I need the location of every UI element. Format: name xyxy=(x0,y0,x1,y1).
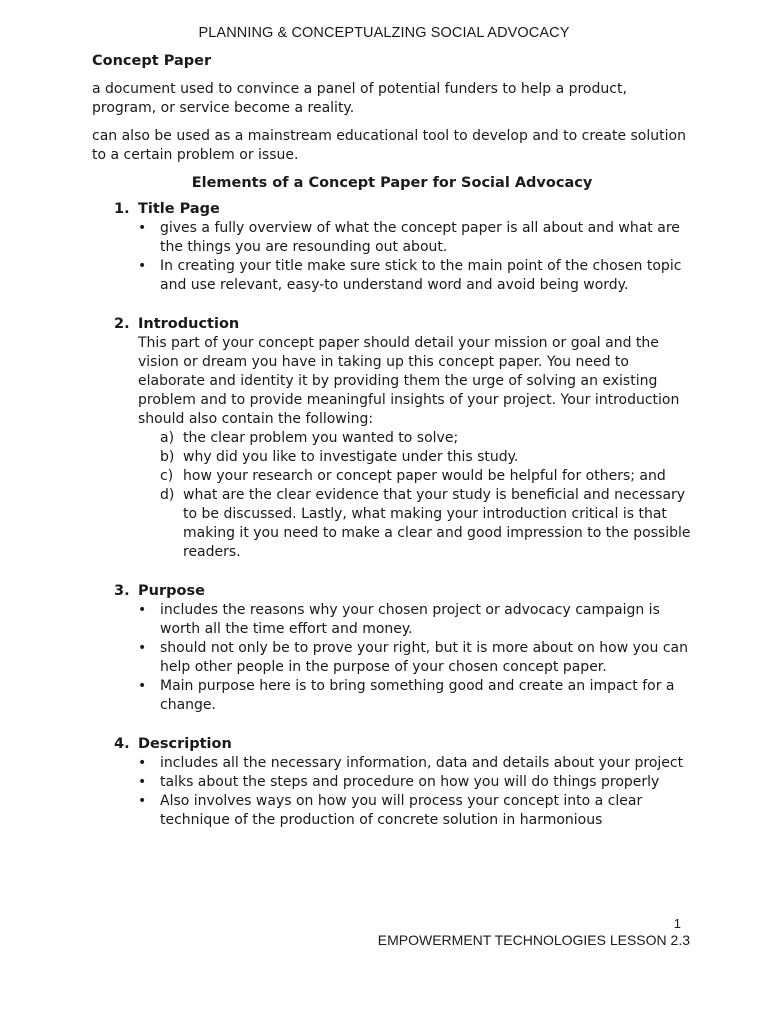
section-title: Description xyxy=(138,736,232,752)
section-heading xyxy=(114,735,692,754)
section-heading xyxy=(114,315,692,334)
bullet-icon: • xyxy=(138,602,147,618)
list-item-text: should not only be to prove your right, but it is more about on how you can help other people in the purpose of your chosen concept paper. xyxy=(160,640,688,675)
list-item-text: includes the reasons why your chosen project or advocacy campaign is worth all the time effort and money. xyxy=(160,602,660,637)
list-item xyxy=(138,601,692,639)
section-title-page xyxy=(114,200,692,295)
list-item xyxy=(160,429,692,448)
section-number: 1. xyxy=(114,201,130,217)
bullet-icon: • xyxy=(138,258,147,274)
section-introduction xyxy=(114,315,692,562)
item-letter: c) xyxy=(160,468,174,484)
bullet-icon: • xyxy=(138,774,147,790)
item-letter: a) xyxy=(160,430,175,446)
section-number: 3. xyxy=(114,583,130,599)
page-title: PLANNING & CONCEPTUALZING SOCIAL ADVOCACY xyxy=(198,25,570,41)
lettered-list xyxy=(114,429,692,562)
list-item-text: the clear problem you wanted to solve; xyxy=(183,430,459,446)
list-item-text: includes all the necessary information, data and details about your project xyxy=(160,755,684,771)
item-letter: b) xyxy=(160,449,175,465)
list-item xyxy=(160,467,692,486)
list-item-text: gives a fully overview of what the concept paper is all about and what are the things you are resounding out about. xyxy=(160,220,680,255)
list-item-text: talks about the steps and procedure on how you will do things properly xyxy=(160,774,660,790)
elements-heading: Elements of a Concept Paper for Social Advocacy xyxy=(191,175,593,191)
bullet-list xyxy=(114,601,692,715)
list-item xyxy=(138,792,692,830)
intro-paragraph: can also be used as a mainstream educational tool to develop and to create solution to a certain problem or issue. xyxy=(92,128,686,163)
bullet-icon: • xyxy=(138,220,147,236)
section-paragraph: This part of your concept paper should detail your mission or goal and the vision or dream you have in taking up this concept paper. You need to elaborate and identity it by providing them the urge of solving an existing problem and to provide meaningful insights of your project. Your introduction should also contain the following: xyxy=(138,335,680,427)
list-item xyxy=(160,486,692,562)
section-title: Title Page xyxy=(138,201,220,217)
intro-paragraph: a document used to convince a panel of potential funders to help a product, program, or service become a reality. xyxy=(92,81,627,116)
section-number: 2. xyxy=(114,316,130,332)
section-description xyxy=(114,735,692,830)
bullet-icon: • xyxy=(138,755,147,771)
bullet-list xyxy=(114,754,692,830)
section-title: Introduction xyxy=(138,316,240,332)
list-item xyxy=(138,754,692,773)
section-number: 4. xyxy=(114,736,130,752)
list-item xyxy=(138,677,692,715)
item-letter: d) xyxy=(160,487,175,503)
section-heading xyxy=(114,200,692,219)
list-item xyxy=(138,219,692,257)
bullet-icon: • xyxy=(138,640,147,656)
section-heading xyxy=(114,582,692,601)
list-item xyxy=(138,639,692,677)
list-item-text: how your research or concept paper would be helpful for others; and xyxy=(183,468,666,484)
section-title: Purpose xyxy=(138,583,205,599)
section-purpose xyxy=(114,582,692,715)
bullet-icon: • xyxy=(138,678,147,694)
list-item xyxy=(160,448,692,467)
list-item-text: what are the clear evidence that your study is beneficial and necessary to be discussed. Lastly, what making your introduction critical is that making it you need to make a clear and good impression to the possible readers. xyxy=(183,487,691,560)
list-item xyxy=(138,257,692,295)
document-body xyxy=(92,52,692,850)
bullet-icon: • xyxy=(138,793,147,809)
page-footer: EMPOWERMENT TECHNOLOGIES LESSON 2.3 xyxy=(377,932,690,948)
list-item-text: Main purpose here is to bring something good and create an impact for a change. xyxy=(160,678,675,713)
list-item-text: In creating your title make sure stick to the main point of the chosen topic and use relevant, easy-to understand word and avoid being wordy. xyxy=(160,258,682,293)
list-item-text: why did you like to investigate under this study. xyxy=(183,449,519,465)
list-item xyxy=(138,773,692,792)
bullet-list xyxy=(114,219,692,295)
list-item-text: Also involves ways on how you will process your concept into a clear technique of the production of concrete solution in harmonious xyxy=(160,793,643,828)
page-number: 1 xyxy=(673,916,681,931)
concept-paper-heading: Concept Paper xyxy=(92,53,212,69)
